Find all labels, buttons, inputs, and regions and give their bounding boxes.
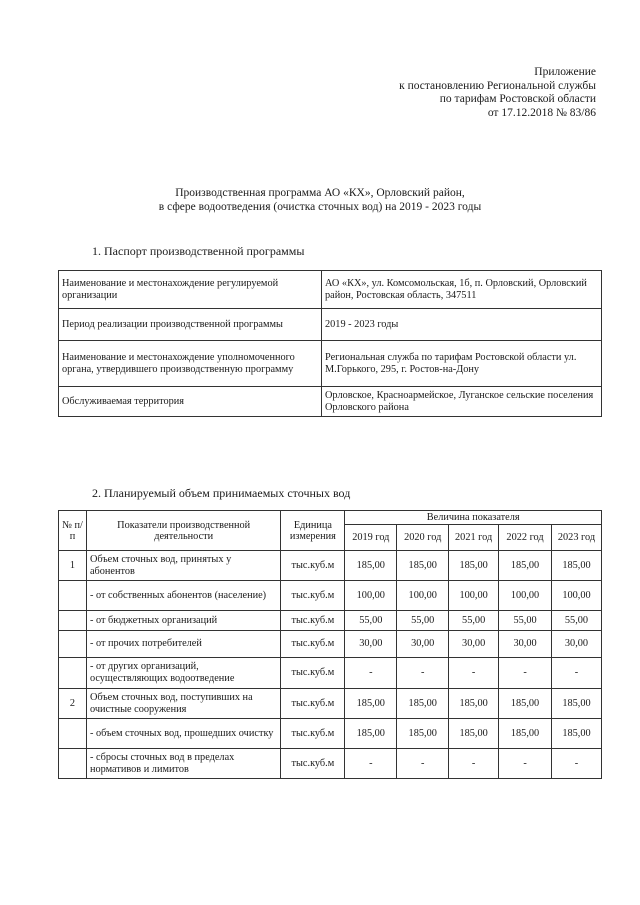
row-name: - объем сточных вод, прошедших очистку xyxy=(86,719,280,749)
row-value: - xyxy=(449,749,499,779)
row-value: 55,00 xyxy=(499,611,552,631)
row-value: 30,00 xyxy=(397,631,449,658)
row-value: 100,00 xyxy=(499,581,552,611)
row-name: Объем сточных вод, принятых у абонентов xyxy=(86,551,280,581)
row-unit: тыс.куб.м xyxy=(281,631,345,658)
row-value: 100,00 xyxy=(449,581,499,611)
appendix-line: Приложение xyxy=(534,66,596,78)
row-value: 185,00 xyxy=(449,689,499,719)
row-value: 185,00 xyxy=(499,551,552,581)
passport-label: Период реализации производственной программы xyxy=(59,309,322,341)
table-row xyxy=(59,719,602,749)
row-name: - от прочих потребителей xyxy=(86,631,280,658)
row-value: - xyxy=(499,658,552,689)
row-value: - xyxy=(552,658,602,689)
passport-table xyxy=(58,270,602,417)
row-num xyxy=(59,658,87,689)
row-name: - сбросы сточных вод в пределах нормативов и лимитов xyxy=(86,749,280,779)
row-value: - xyxy=(397,749,449,779)
row-value: 185,00 xyxy=(499,689,552,719)
table-row xyxy=(59,689,602,719)
row-name: - от бюджетных организаций xyxy=(86,611,280,631)
row-value: - xyxy=(499,749,552,779)
passport-value: 2019 - 2023 годы xyxy=(322,309,602,341)
row-value: 100,00 xyxy=(397,581,449,611)
row-num xyxy=(59,611,87,631)
row-num xyxy=(59,719,87,749)
header-year: 2020 год xyxy=(397,525,449,551)
row-value: - xyxy=(345,658,397,689)
row-name: - от других организаций, осуществляющих водоотведение xyxy=(86,658,280,689)
row-value: 185,00 xyxy=(449,551,499,581)
row-num: 2 xyxy=(59,689,87,719)
row-value: 100,00 xyxy=(552,581,602,611)
row-value: 185,00 xyxy=(397,719,449,749)
row-value: 30,00 xyxy=(552,631,602,658)
row-unit: тыс.куб.м xyxy=(281,689,345,719)
document-title xyxy=(60,186,580,214)
table-row xyxy=(59,658,602,689)
passport-value: Региональная служба по тарифам Ростовской области ул. М.Горького, 295, г. Ростов-на-Дону xyxy=(322,341,602,387)
table-row xyxy=(59,631,602,658)
row-value: - xyxy=(552,749,602,779)
table-header-row xyxy=(59,511,602,525)
row-value: 30,00 xyxy=(345,631,397,658)
passport-label: Наименование и местонахождение уполномоченного органа, утвердившего производственную программу xyxy=(59,341,322,387)
appendix-block xyxy=(236,66,596,120)
row-value: 55,00 xyxy=(449,611,499,631)
header-unit: Единица измерения xyxy=(281,511,345,551)
header-year: 2022 год xyxy=(499,525,552,551)
appendix-line: по тарифам Ростовской области xyxy=(439,93,596,105)
passport-label: Обслуживаемая территория xyxy=(59,387,322,417)
row-num xyxy=(59,749,87,779)
row-name: Объем сточных вод, поступивших на очистные сооружения xyxy=(86,689,280,719)
row-value: 185,00 xyxy=(397,551,449,581)
row-value: 185,00 xyxy=(345,719,397,749)
passport-label: Наименование и местонахождение регулируемой организации xyxy=(59,271,322,309)
table-row xyxy=(59,749,602,779)
row-value: 100,00 xyxy=(345,581,397,611)
table-row xyxy=(59,309,602,341)
row-value: - xyxy=(345,749,397,779)
row-value: 30,00 xyxy=(499,631,552,658)
appendix-line: к постановлению Региональной службы xyxy=(399,79,596,92)
header-year: 2021 год xyxy=(449,525,499,551)
row-unit: тыс.куб.м xyxy=(281,581,345,611)
row-value: 185,00 xyxy=(552,719,602,749)
row-value: 55,00 xyxy=(552,611,602,631)
table-row xyxy=(59,611,602,631)
row-num: 1 xyxy=(59,551,87,581)
header-indicator: Показатели производственной деятельности xyxy=(86,511,280,551)
row-value: 55,00 xyxy=(397,611,449,631)
table-row xyxy=(59,271,602,309)
row-value: 185,00 xyxy=(397,689,449,719)
header-year: 2023 год xyxy=(552,525,602,551)
row-value: 185,00 xyxy=(499,719,552,749)
row-value: 55,00 xyxy=(345,611,397,631)
row-unit: тыс.куб.м xyxy=(281,719,345,749)
title-line: в сфере водоотведения (очистка сточных вод) на 2019 - 2023 годы xyxy=(158,201,482,213)
row-num xyxy=(59,581,87,611)
table-row xyxy=(59,387,602,417)
row-unit: тыс.куб.м xyxy=(281,749,345,779)
passport-value: Орловское, Красноармейское, Луганское сельские поселения Орловского района xyxy=(322,387,602,417)
row-num xyxy=(59,631,87,658)
table-row xyxy=(59,581,602,611)
row-unit: тыс.куб.м xyxy=(281,658,345,689)
row-unit: тыс.куб.м xyxy=(281,611,345,631)
row-value: - xyxy=(449,658,499,689)
passport-value: АО «КХ», ул. Комсомольская, 1б, п. Орловский, Орловский район, Ростовская область, 347511 xyxy=(322,271,602,309)
appendix-line: от 17.12.2018 № 83/86 xyxy=(487,106,596,119)
title-line: Производственная программа АО «КХ», Орловский район, xyxy=(175,187,465,199)
row-value: 30,00 xyxy=(449,631,499,658)
row-value: - xyxy=(397,658,449,689)
volume-table xyxy=(58,510,602,779)
header-value-group: Величина показателя xyxy=(345,511,602,525)
row-value: 185,00 xyxy=(345,551,397,581)
table-row xyxy=(59,551,602,581)
header-num: № п/п xyxy=(59,511,87,551)
row-value: 185,00 xyxy=(345,689,397,719)
row-value: 185,00 xyxy=(552,689,602,719)
row-name: - от собственных абонентов (население) xyxy=(86,581,280,611)
row-value: 185,00 xyxy=(552,551,602,581)
row-value: 185,00 xyxy=(449,719,499,749)
section1-heading: 1. Паспорт производственной программы xyxy=(92,244,305,258)
row-unit: тыс.куб.м xyxy=(281,551,345,581)
table-row xyxy=(59,341,602,387)
header-year: 2019 год xyxy=(345,525,397,551)
section2-heading: 2. Планируемый объем принимаемых сточных вод xyxy=(92,486,351,500)
